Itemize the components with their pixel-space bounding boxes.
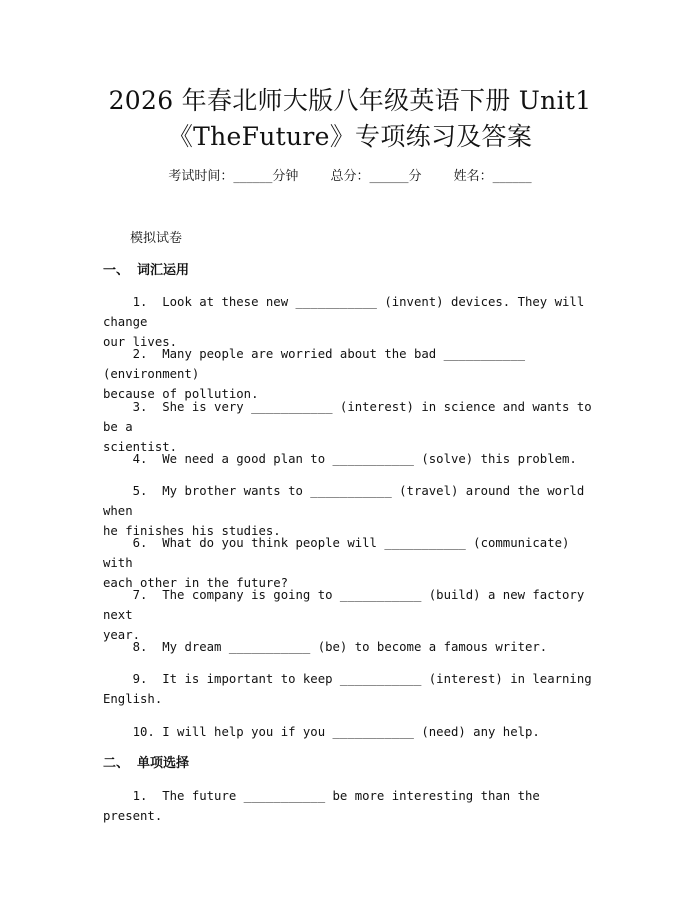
question-line: because of pollution.	[103, 387, 259, 401]
section-title: 单项选择	[137, 756, 190, 771]
question-line: our lives.	[103, 335, 178, 349]
question-line: 7. The company is going to ___________ (build) a new factory next	[103, 588, 592, 622]
question-item	[103, 585, 597, 645]
question-line: 1. Look at these new ___________ (invent) devices. They will change	[103, 295, 592, 329]
exam-total-score: 总分：______分	[330, 169, 422, 184]
question-line: 6. What do you think people will ___________ (communicate) with	[103, 536, 577, 570]
question-item	[103, 637, 597, 657]
question-item	[103, 481, 597, 541]
section-heading-vocabulary	[103, 262, 189, 280]
question-line: 10. I will help you if you ___________ (need) any help.	[103, 725, 540, 739]
question-line: English.	[103, 692, 163, 706]
question-line: 4. We need a good plan to ___________ (solve) this problem.	[103, 452, 577, 466]
question-line: 8. My dream ___________ (be) to become a famous writer.	[103, 640, 548, 654]
question-line: 9. It is important to keep ___________ (interest) in learning	[103, 672, 592, 686]
question-line: he finishes his studies.	[103, 524, 281, 538]
question-line: year.	[103, 628, 141, 642]
question-line: 3. She is very ___________ (interest) in science and wants to be a	[103, 400, 600, 434]
question-item	[103, 292, 597, 352]
question-item	[103, 344, 597, 404]
question-item	[103, 449, 597, 469]
section-number: 一、	[103, 263, 130, 278]
exam-time: 考试时间：______分钟	[168, 169, 299, 184]
student-name: 姓名：______	[453, 169, 532, 184]
question-item	[103, 533, 597, 593]
question-line: each other in the future?	[103, 576, 289, 590]
question-item	[103, 786, 597, 826]
section-label: 模拟试卷	[130, 231, 183, 246]
document-title-line2: 《TheFuture》专项练习及答案	[167, 122, 533, 151]
question-line: 1. The future ___________ be more interesting than the present.	[103, 789, 548, 823]
section-title: 词汇运用	[137, 263, 190, 278]
section-heading-single-choice	[103, 755, 189, 773]
section-number: 二、	[103, 756, 130, 771]
question-item	[103, 669, 597, 709]
question-line: 5. My brother wants to ___________ (travel) around the world when	[103, 484, 592, 518]
question-item	[103, 397, 600, 457]
exam-meta	[0, 168, 700, 186]
document-title-line1: 2026 年春北师大版八年级英语下册 Unit1	[108, 86, 592, 115]
question-line: scientist.	[103, 440, 178, 454]
question-item	[103, 722, 597, 742]
question-line: 2. Many people are worried about the bad ___________ (environment)	[103, 347, 533, 381]
